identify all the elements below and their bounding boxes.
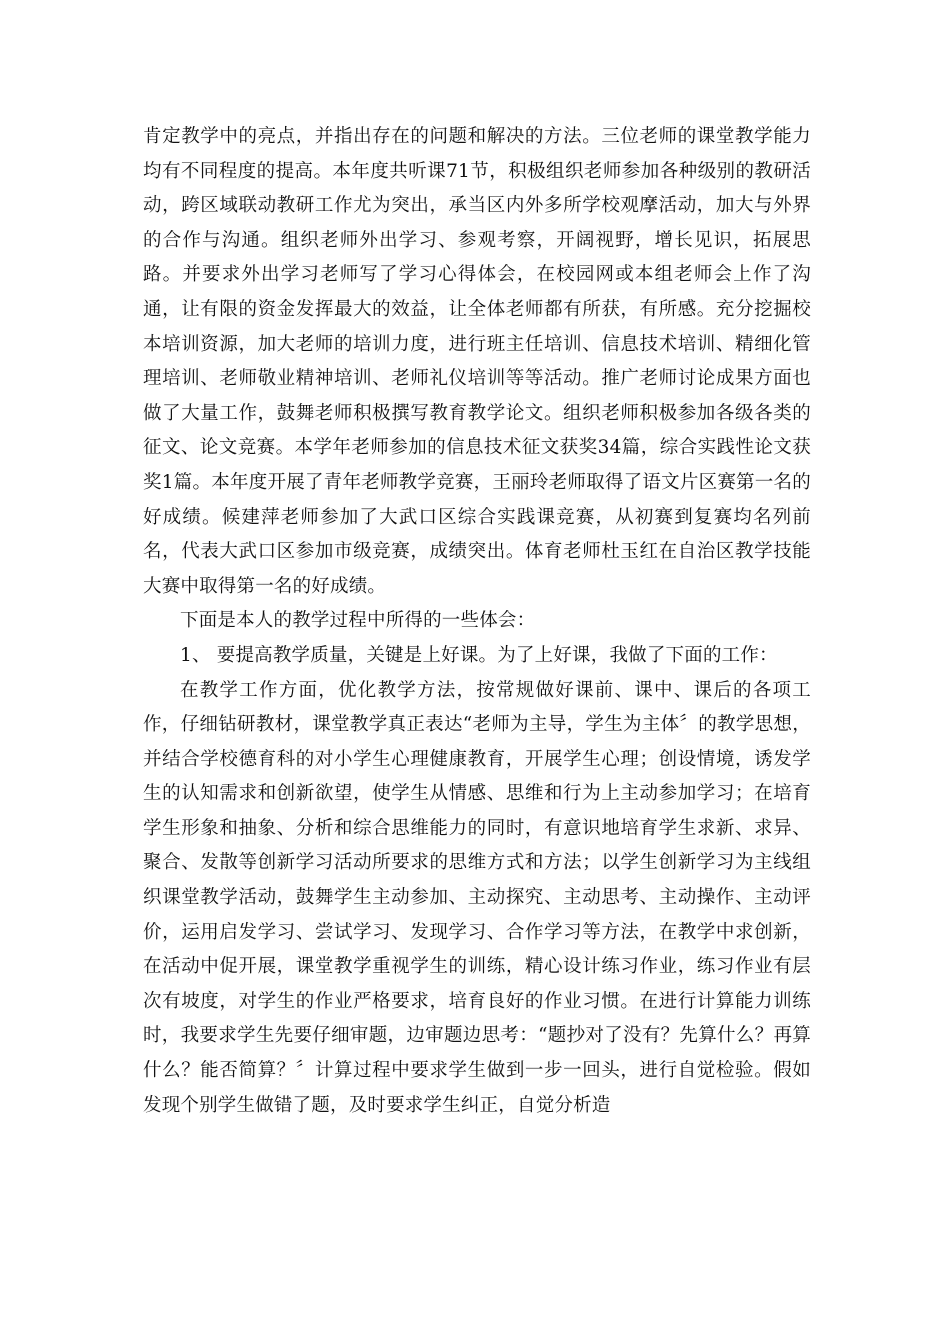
paragraph-intro-experience: 下面是本人的教学过程中所得的一些体会： (180, 610, 536, 632)
paragraph-teaching-summary: 肯定教学中的亮点，并指出存在的问题和解决的方法。三位老师的课堂教学能力均有不同程度的提高。本年度共听课71节，积极组织老师参加各种级别的教研活动，跨区域联动教研工作尤为突出，承当区内外多所学校观摩活动，加大与外界的合作与沟通。组织老师外出学习、参观考察，开阔视野，增长见识，拓展思路。并要求外出学习老师写了学习心得体会，在校园网或本组老师会上作了沟通，让有限的资金发挥最大的效益，让全体老师都有所获，有所感。充分挖掘校本培训资源，加大老师的培训力度，进行班主任培训、信息技术培训、精细化管理培训、老师敬业精神培训、老师礼仪培训等等活动。推广老师讨论成果方面也做了大量工作，鼓舞老师积极撰写教育教学论文。组织老师积极参加各级各类的征文、论文竞赛。本学年老师参加的信息技术征文获奖34篇，综合实践性论文获奖1篇。本年度开展了青年老师教学竞赛，王丽玲老师取得了语文片区赛第一名的好成绩。候建萍老师参加了大武口区综合实践课竞赛，从初赛到复赛均名列前名，代表大武口区参加市级竞赛，成绩突出。体育老师杜玉红在自治区教学技能大赛中取得第一名的好成绩。 (143, 126, 811, 597)
document-body (143, 120, 811, 1123)
paragraph-teaching-methods: 在教学工作方面，优化教学方法，按常规做好课前、课中、课后的各项工作，仔细钻研教材，课堂教学真正表达“老师为主导，学生为主体〞的教学思想，并结合学校德育科的对小学生心理健康教育，开展学生心理；创设情境，诱发学生的认知需求和创新欲望，使学生从情感、思维和行为上主动参加学习；在培育学生形象和抽象、分析和综合思维能力的同时，有意识地培育学生求新、求异、聚合、发散等创新学习活动所要求的思维方式和方法；以学生创新学习为主线组织课堂教学活动，鼓舞学生主动参加、主动探究、主动思考、主动操作、主动评价，运用启发学习、尝试学习、发现学习、合作学习等方法，在教学中求创新，在活动中促开展，课堂教学重视学生的训练，精心设计练习作业，练习作业有层次有坡度，对学生的作业严格要求，培育良好的作业习惯。在进行计算能力训练时，我要求学生先要仔细审题，边审题边思考：“题抄对了没有？先算什么？再算什么？能否简算？〞计算过程中要求学生做到一步一回头，进行自觉检验。假如发现个别学生做错了题，及时要求学生纠正，自觉分析造 (143, 679, 811, 1116)
paragraph-point-one: 1、 要提高教学质量，关键是上好课。为了上好课，我做了下面的工作： (180, 644, 778, 666)
